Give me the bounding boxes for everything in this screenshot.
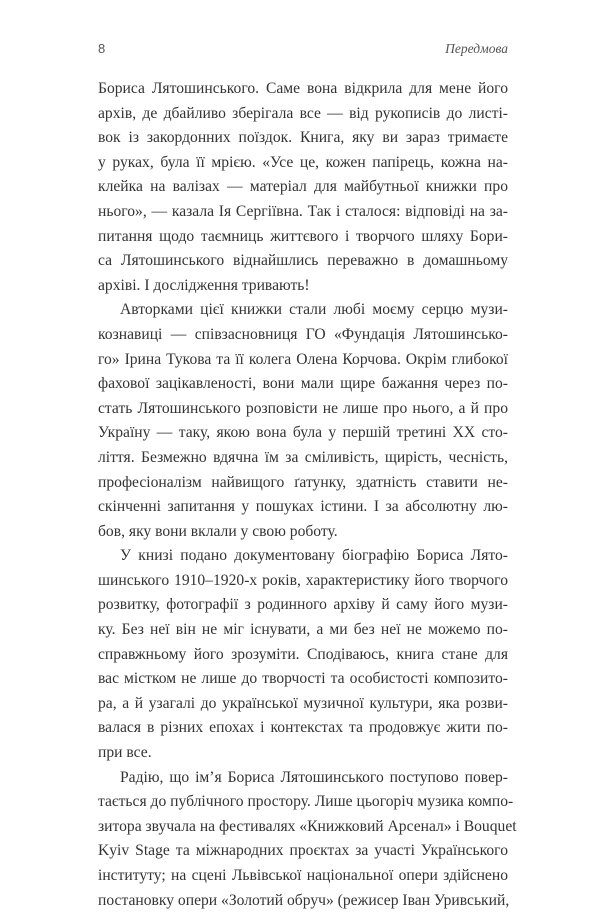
text-line: бов, яку вони вклали у свою роботу.	[98, 522, 338, 540]
text-line: у руках, була її мрією. «Усе це, кожен папірець, кожна на-	[98, 153, 508, 171]
text-line: постановку опери «Золотий обруч» (режисер Іван Уривський,	[98, 891, 510, 909]
text-line: са Лятошинського віднайшлись переважно в домашньому	[98, 252, 508, 270]
text-line: клейка на валізах — матеріал для майбутньої книжки про	[98, 178, 508, 196]
text-line: валася в різних епохах і контекстах та продовжує жити по-	[98, 719, 508, 737]
paragraph	[98, 77, 508, 298]
text-line: ку. Без неї він не міг існувати, а ми без неї не можемо по-	[98, 621, 508, 639]
text-line: вок із закордонних поїздок. Книга, яку ви зараз тримаєте	[98, 129, 508, 147]
text-line: при все.	[98, 744, 152, 762]
text-line: питання щодо таємниць життєвого і творчого шляху Бори-	[98, 227, 508, 245]
text-line: скінченні запитання у пошуках істини. І за абсолютну лю-	[98, 498, 508, 516]
paragraph	[98, 298, 508, 544]
text-line: У книзі подано документовану біографію Бориса Лято-	[120, 547, 508, 565]
text-line: інституту; на сцені Львівської національної опери здійснено	[98, 867, 508, 884]
text-line: професіоналізм найвищого ґатунку, здатність ставити не-	[98, 473, 508, 491]
text-line: нього», — казала Ія Сергіївна. Так і сталося: відповіді на за-	[98, 202, 508, 220]
text-line: кознавиці — співзасновниця ГО «Фундація Лятошинсько-	[98, 325, 508, 343]
text-line: стать Лятошинського розповісти не лише про нього, а й про	[98, 399, 508, 417]
text-line: Авторками цієї книжки стали любі моєму серцю музи-	[120, 301, 508, 319]
paragraph	[98, 544, 508, 765]
text-line: Kyiv Stage та міжнародних проєктах за участі Українського	[98, 842, 508, 860]
text-line: розвитку, фотографії з родинного архіву й саму його музи-	[98, 596, 508, 614]
body-text	[98, 77, 517, 913]
text-line: тається до публічного простору. Лише цьогоріч музика компо-	[98, 793, 514, 811]
page-number: 8	[98, 41, 106, 56]
text-line: зитора звучала на фестивалях «Книжковий Арсенал» і Bouquet	[98, 817, 517, 835]
text-line: Бориса Лятошинського. Саме вона відкрила для мене його	[98, 80, 508, 97]
text-line: ліття. Безмежно вдячна їм за сміливість, щирість, чесність,	[98, 448, 508, 466]
text-line: архів, де дбайливо зберігала все — від рукописів до листі-	[98, 104, 508, 122]
text-line: шинського 1910–1920-х років, характеристику його творчого	[98, 571, 508, 589]
text-line: го» Ірина Тукова та її колега Олена Корчова. Окрім глибокої	[98, 350, 508, 368]
text-line: фахової зацікавленості, вони мали щире бажання через по-	[98, 375, 508, 393]
paragraph	[98, 766, 517, 913]
text-line: архіві. І дослідження тривають!	[98, 276, 310, 294]
text-line: справжньому його зрозуміти. Сподіваюсь, книга стане для	[98, 645, 508, 663]
text-line: вас містком не лише до творчості та особистості композито-	[98, 670, 508, 688]
text-line: Україну — таку, якою вона була у першій третині XX сто-	[98, 424, 508, 442]
section-title: Передмова	[445, 41, 508, 56]
text-line: Радію, що ім’я Бориса Лятошинського поступово повер-	[120, 768, 508, 786]
text-line: ра, а й узагалі до української музичної культури, яка розви-	[98, 694, 508, 712]
running-head	[98, 41, 508, 59]
